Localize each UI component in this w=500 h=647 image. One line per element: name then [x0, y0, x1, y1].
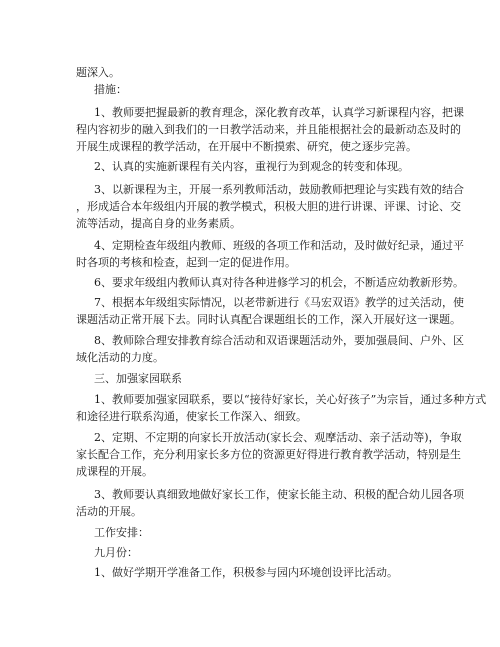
paragraph-line: 课题活动正常开展下去。同时认真配合课题组长的工作，深入开展好这一课题。	[76, 313, 461, 326]
paragraph-line: 1、做好学期开学准备工作，积极参与园内环境创设评比活动。	[94, 566, 398, 579]
section-label: 措施：	[94, 83, 127, 96]
paragraph-line: 6、要求年级组内教师认真对待各种进修学习的机会，不断适应幼教新形势。	[94, 276, 464, 289]
paragraph-line: 1、教师要加强家园联系，要以“接待好家长，关心好孩子”为宗旨，通过多种方式	[94, 393, 487, 406]
paragraph-line: 2、认真的实施新课程有关内容，重视行为到观念的转变和体现。	[94, 160, 409, 173]
paragraph-line: 开展生成课程的教学活动，在开展中不断摸索、研究，使之逐步完善。	[76, 140, 417, 153]
paragraph-line: 域化活动的力度。	[76, 351, 164, 364]
paragraph-line: 3、以新课程为主，开展一系列教师活动，鼓励教师把理论与实践有效的结合	[94, 183, 464, 196]
paragraph-line: 活动的开展。	[76, 505, 142, 518]
paragraph-line: 4、定期检查年级组内教师、班级的各项工作和活动，及时做好纪录，通过平	[94, 239, 464, 252]
paragraph-line: 2、定期、不定期的向家长开放活动(家长会、观摩活动、亲子活动等)，争取	[94, 431, 462, 444]
paragraph-line: 家长配合工作，充分利用家长多方位的资源更好得进行教育教学活动，特别是生	[76, 448, 461, 461]
paragraph-line: 1、教师要把握最新的教育理念，深化教育改革，认真学习新课程内容，把课	[94, 106, 464, 119]
section-heading: 三、加强家园联系	[94, 372, 182, 385]
paragraph-line: 8、教师除合理安排教育综合活动和双语课题活动外，要加强晨间、户外、区	[94, 334, 464, 347]
paragraph-line: 流等活动，提高自身的业务素质。	[76, 217, 241, 230]
paragraph-line: 7、根据本年级组实际情况，以老带新进行《马宏双语》教学的过关活动，使	[94, 296, 464, 309]
month-label: 九月份：	[94, 546, 138, 559]
paragraph-line: 3、教师要认真细致地做好家长工作，使家长能主动、积极的配合幼儿园各项	[94, 488, 464, 501]
section-label: 工作安排：	[94, 526, 149, 539]
paragraph-line: 和途径进行联系沟通，使家长工作深入、细致。	[76, 410, 307, 423]
paragraph-line: 程内容初步的融入到我们的一日教学活动来，并且能根据社会的最新动态及时的	[76, 123, 461, 136]
paragraph-line: 成课程的开展。	[76, 465, 153, 478]
paragraph-line: 时各项的考核和检查，起到一定的促进作用。	[76, 256, 296, 269]
paragraph-line: ，形成适合本年级组内开展的教学模式，积极大胆的进行讲课、评课、讨论、交	[76, 200, 461, 213]
paragraph-line: 题深入。	[76, 66, 120, 79]
